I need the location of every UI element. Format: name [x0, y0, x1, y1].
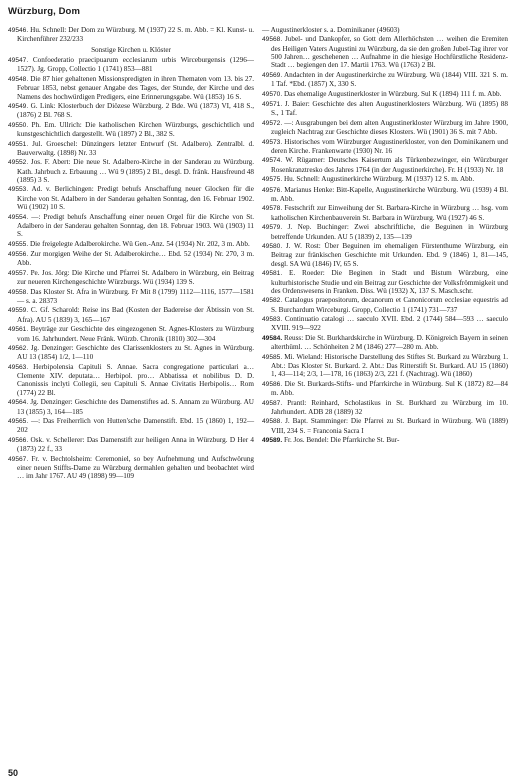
bibliography-entry [8, 240, 254, 249]
entry-number: 49583. [262, 316, 283, 324]
running-head: Würzburg, Dom [8, 6, 81, 17]
entry-number: 49580. [262, 243, 283, 251]
entry-number: 49548. [8, 75, 29, 83]
bibliography-entry [262, 138, 508, 156]
entry-number: 49559. [8, 307, 29, 315]
entry-number: 49573. [262, 138, 283, 146]
entry-number: 49586. [262, 380, 283, 388]
bibliography-entry [8, 344, 254, 362]
entry-text: Catalogus praepositorum, decanorum et Canonicorum ecclesiae equestris ad S. Burchardum Wirceburgi. Gropp, Collectio 1 (1741) 731—737 [271, 296, 508, 314]
entry-number: 49584. [262, 334, 283, 342]
entry-number: 49561. [8, 326, 29, 334]
bibliography-entry [8, 436, 254, 454]
entry-text: C. Gf. Scharold: Reise ins Bad (Kosten der Badereise der Äbtissin von St. Afra). AU 5 (1839) 3, 165—167 [17, 306, 255, 324]
entry-number: 49549. [8, 102, 29, 110]
entry-number: 49585. [262, 353, 283, 361]
entry-text: Herbipolensia Capituli S. Annae. Sacra congregatione particulari a… Clemente XIV. deputata… Herbipol. pro… Abbatissa et nobilibus D. D. Canonissis inclyti Collegii, seu Capituli S. Annae Civitatis Herbipolis… Rom (1774) 22 Bl. [17, 362, 255, 397]
entry-number: 49547. [8, 57, 29, 65]
bibliography-entry [262, 186, 508, 204]
bibliography-entry [262, 204, 508, 222]
entry-number: 49562. [8, 345, 29, 352]
bibliography-entry [262, 90, 508, 99]
bibliography-entry [8, 363, 254, 397]
entry-number: 49551. [8, 140, 29, 148]
entry-number: 49579. [262, 224, 283, 232]
entry-text: Jg. Denzinger: Geschichte des Clarissenklosters zu St. Agnes in Würzburg. AU 13 (1854) 1/2, 1—110 [17, 344, 255, 362]
entry-text: Continuatio catalogi … saeculo XVII. Ebd. 2 (1744) 584—593 … saeculo XVIII. 919—922 [271, 315, 509, 333]
entry-text: Jubel- und Dankopfer, so Gott dem Allerhöchsten … weihen die Eremiten des Heiligen Vaters Augustini zu Würzburg, da sie den großen Jubel-Tag ihrer vor 500 Jahren… geschehenen … Aufnahme in die hiesige Hochfürstliche Residenz-Stadt … begiengen den 17. Martii 1763. Wü (1763) 2 Bl. [271, 35, 508, 70]
bibliography-entry [8, 121, 254, 139]
entry-number: 49574. [262, 157, 283, 165]
bibliography-entry [8, 417, 254, 435]
bibliography-entry [262, 100, 508, 118]
bibliography-entry [262, 26, 508, 34]
entry-number: 49589. [262, 437, 283, 445]
entry-text: Festschrift zur Einweihung der St. Barbara-Kirche in Würzburg … hsg. vom katholischen Kirchenbauverein St. Barbara in Würzburg. Wü (1927) 46 S. [271, 204, 508, 222]
entry-text: J. Bapt. Stamminger: Die Pfarrei zu St. Burkard in Würzburg. Wü (1889) VIII, 234 S. = Franconia Sacra I [271, 417, 508, 435]
section-heading [8, 46, 254, 54]
entry-text: Hu. Schnell: Augustinerkirche Würzburg. M (1937) 12 S. m. Abb. [283, 175, 475, 184]
entry-text: Historisches vom Würzburger Augustinerkloster, von den Dominikanern und deren Kirche. Frankenwarte (1930) Nr. 16 [271, 137, 509, 156]
entry-number: 49572. [262, 119, 283, 127]
entry-number: 49569. [262, 71, 283, 79]
entry-number: 49588. [262, 418, 283, 426]
entry-text: —: Das Freiherrlich von Hutten'sche Damenstift. Ebd. 15 (1860) 1, 192—202 [17, 417, 255, 435]
right-column [262, 26, 508, 447]
bibliography-entry [8, 56, 254, 74]
entry-text: Osk. v. Schellerer: Das Damenstift zur heiligen Anna in Würzburg. D Her 4 (1873) 22 f., 33 [17, 435, 255, 454]
entry-number: 49568. [262, 36, 283, 44]
entry-text: E. Roeder: Die Beginen in Stadt und Bistum Würzburg, eine kulturhistorische Studie und ein Beitrag zur Geschichte der Volksfrömmigkeit und des Ordenswesens in Franken. Diss. Wü (1932) X, 137 S. Masch.schr. [271, 269, 509, 295]
entry-number: 49557. [8, 269, 29, 277]
bibliography-entry [8, 213, 254, 239]
entry-number: 49582. [262, 297, 283, 305]
bibliography-entry [8, 158, 254, 184]
entry-text: —: Predigt behufs Anschaffung einer neuen Orgel für die Kirche von St. Adalbero in der Sanderau gehalten Sonntag, den 18. Februar 1903. Wü (1903) 11 S. [17, 212, 254, 239]
entry-text: J. Baier: Geschichte des alten Augustinerklosters Würzburg. Wü (1895) 88 S., 1 Taf. [271, 100, 508, 118]
bibliography-entry [8, 455, 254, 481]
entry-text: G. Link: Klosterbuch der Diözese Würzburg. 2 Bde. Wü (1873) VI, 418 S., (1876) 2 Bl. 768 S. [17, 101, 254, 120]
entry-number: 49565. [8, 418, 29, 426]
bibliography-entry [262, 223, 508, 241]
bibliography-entry [8, 288, 254, 306]
entry-text: Ad. v. Berlichingen: Predigt behufs Anschaffung neuer Glocken für die Kirche von St. Adalbero in der Sanderau gehalten Sonntag, den 16. Februar 1902. Wü (1902) 10 S. [17, 185, 254, 212]
entry-number: 49556. [8, 251, 29, 259]
bibliography-entry [262, 417, 508, 435]
bibliography-entry [8, 75, 254, 101]
entry-text: Prantl: Reinhard, Scholastikus in St. Burkhard zu Würzburg im 10. Jahrhundert. ADB 28 (1889) 32 [271, 398, 509, 416]
entry-text: Fr. v. Bechtolsheim: Ceremoniel, so bey Aufnehmung und Aufschwörung einer neuen Stiffts-Dame zu Würzburg dermahlen gehalten und beobachtet wird … im Jahr 1767. AU 49 (1898) 99—109 [17, 454, 255, 481]
entry-text: J. Nep. Buchinger: Zwei abschriftliche, die Beguinen in Würzburg betreffende Urkunden. AU 5 (1839) 2, 135—139 [271, 223, 508, 241]
entry-text: Fr. Jos. Bendel: Die Pfarrkirche St. Bur- [283, 436, 400, 445]
entry-text: Zur morgigen Weihe der St. Adalberokirche… Ebd. 52 (1934) Nr. 270, 3 m. Abb. [17, 250, 254, 268]
bibliography-entry [262, 315, 508, 333]
entry-number: 49550. [8, 121, 29, 129]
entry-text: Die freigelegte Adalberokirche. Wü Gen.-Anz. 54 (1934) Nr. 202, 3 m. Abb. [29, 239, 250, 248]
entry-text: Jg. Denzinger: Geschichte des Damenstiftes ad. S. Annam zu Würzburg. AU 13 (1855) 3, 164—185 [17, 398, 254, 416]
bibliography-entry [8, 269, 254, 287]
entry-number: 49554. [8, 213, 29, 221]
entry-text: Das ehemalige Augustinerkloster in Würzburg. Sul K (1894) 111 f. m. Abb. [283, 89, 502, 98]
entry-text: Das Kloster St. Afra in Würzburg. Fr Mit 8 (1799) 1112—1116, 1577—1581 — s. a. 28373 [17, 287, 255, 305]
entry-number: 49578. [262, 205, 283, 213]
bibliography-entry [262, 353, 508, 379]
entry-number: 49581. [262, 270, 283, 278]
bibliography-entry [262, 269, 508, 295]
entry-number: 49575. [262, 176, 283, 184]
left-column [8, 26, 254, 482]
bibliography-entry [8, 306, 254, 324]
bibliography-entry [8, 185, 254, 211]
entry-text: Die 87 hier gehaltenen Missionspredigten in ihren Thematen vom 13. bis 27. Februar 1853, nebst genauer Angabe des Tages, der Stunde, der Kirche und des Namens des hochwürdigen Predigers, eine Erinnerungsgabe. Wü (1853) 16 S. [17, 74, 254, 101]
entry-number: 49587. [262, 399, 283, 407]
bibliography-entry [8, 398, 254, 416]
entry-text: W. Rügamer: Deutsches Kaisertum als Türkenbezwinger, ein Würzburger Rosenkranztresko des Jahres 1764 (in der Augustinerkirche). Fr. H (1933) Nr. 18 [271, 156, 508, 174]
entry-text: Reuss: Die St. Burkhardskirche in Würzburg. D. Königreich Bayern in seinen alterthüml. … Schönheiten 2 M (1846) 277—280 m. Abb. [271, 333, 509, 352]
entry-text: Ph. Em. Ullrich: Die katholischen Kirchen Würzburgs, geschichtlich und kunstgeschichtlich dargestellt. Wü (1897) 2 Bl., 382 S. [17, 120, 255, 139]
entry-number: 49570. [262, 90, 283, 98]
entry-text: Jul. Groeschel: Dünzingers letzter Entwurf (St. Adalbero). Zentralbl. d. Bauverwaltg. (1898) Nr. 33 [17, 139, 255, 157]
entry-number: 49576. [262, 186, 283, 194]
entry-number: 49567. [8, 455, 29, 463]
bibliography-entry [8, 26, 254, 44]
entry-number: 49555. [8, 240, 29, 248]
bibliography-entry [262, 71, 508, 89]
bibliography-entry [262, 35, 508, 69]
bibliography-entry [262, 119, 508, 137]
entry-number: 49546. [8, 27, 29, 34]
bibliography-entry [262, 399, 508, 417]
entry-text: Die St. Burkards-Stifts- und Pfarrkirche in Würzburg. Sul K (1872) 82—84 m. Abb. [271, 379, 508, 398]
bibliography-entry [262, 436, 508, 445]
bibliography-entry [262, 334, 508, 352]
entry-number: 49552. [8, 159, 29, 167]
page-number: 50 [8, 768, 19, 778]
bibliography-entry [262, 380, 508, 398]
bibliography-entry [262, 175, 508, 184]
entry-number: 49553. [8, 186, 29, 194]
entry-text: —: Ausgrabungen bei dem alten Augustinerkloster Würzburg im Jahre 1900, zugleich Nachtrag zur Geschichte dieses Klosters. Wü (1901) 36 S. mit 7 Abb. [271, 118, 508, 137]
bibliography-entry [262, 242, 508, 268]
entry-text: Confoederatio praecipuarum ecclesiarum urbis Wirceburgensis (1296—1527). Jg. Gropp, Collectio 1 (1741) 853—881 [17, 56, 254, 74]
entry-text: Beyträge zur Geschichte des eingezogenen St. Agnes-Klosters zu Würzburg vom 16. Jahrhundert. Neue Fränk. Würzb. Chronik (1810) 302—304 [17, 325, 254, 343]
entry-text: J. W. Rost: Über Beguinen im ehemaligen Fürstenthume Würzburg, ein Beitrag zur fränkischen Geschichte mit Urkunden. Ebd. 9 (1846) 1, 81—145, desgl. SA Wü (1846) IV, 65 S. [271, 242, 508, 268]
entry-text: Jos. F. Abert: Die neue St. Adalbero-Kirche in der Sanderau zu Würzburg. Kath. Jahrbuch z. Erbauung … Wü 9 (1895) 2 Bl., desgl. D. fränk. Hausfreund 48 (1895) 3 S. [17, 158, 255, 184]
entry-text: — Augustinerkloster s. a. Dominikaner (49603) [262, 26, 400, 34]
entry-number: 49571. [262, 101, 283, 109]
entry-text: Sonstige Kirchen u. Klöster [91, 45, 171, 54]
entry-number: 49564. [8, 399, 29, 407]
entry-number: 49563. [8, 363, 29, 371]
bibliography-entry [8, 140, 254, 158]
bibliography-entry [8, 325, 254, 343]
entry-text: Mi. Wieland: Historische Darstellung des Stiftes St. Burkard zu Würzburg 1. Abt.: Das Kloster St. Burkard. 2. Abt.: Das Ritterstift St. Burkard. AU 15 (1860) 1, 43—114; 2/3, 1—178, 16 (1863) 2/3, 221 f. (Nachtrag). Wü (1860) [271, 352, 508, 379]
entry-text: Hu. Schnell: Der Dom zu Würzburg. M (1937) 22 S. m. Abb. = Kl. Kunst- u. Kirchenführer 232/233 [17, 26, 255, 44]
entry-text: Pe. Jos. Jörg: Die Kirche und Pfarrei St. Adalbero in Würzburg, ein Beitrag zur neueren Kirchengeschichte Würzburgs. Wü (1934) 139 S. [17, 268, 254, 287]
bibliography-entry [8, 102, 254, 120]
bibliography-entry [262, 156, 508, 174]
bibliography-entry [8, 250, 254, 268]
bibliography-entry [262, 296, 508, 314]
entry-text: Andachten in der Augustinerkirche zu Würzburg. Wü (1844) VIII. 321 S. m. 1 Taf. *Ebd. (1857) X, 330 S. [271, 70, 508, 89]
entry-text: Marianus Henke: Bitt-Kapelle, Augustinerkirche Würzburg. Wü (1939) 4 Bl. m. Abb. [271, 185, 508, 204]
entry-number: 49558. [8, 288, 29, 296]
entry-number: 49566. [8, 436, 29, 444]
